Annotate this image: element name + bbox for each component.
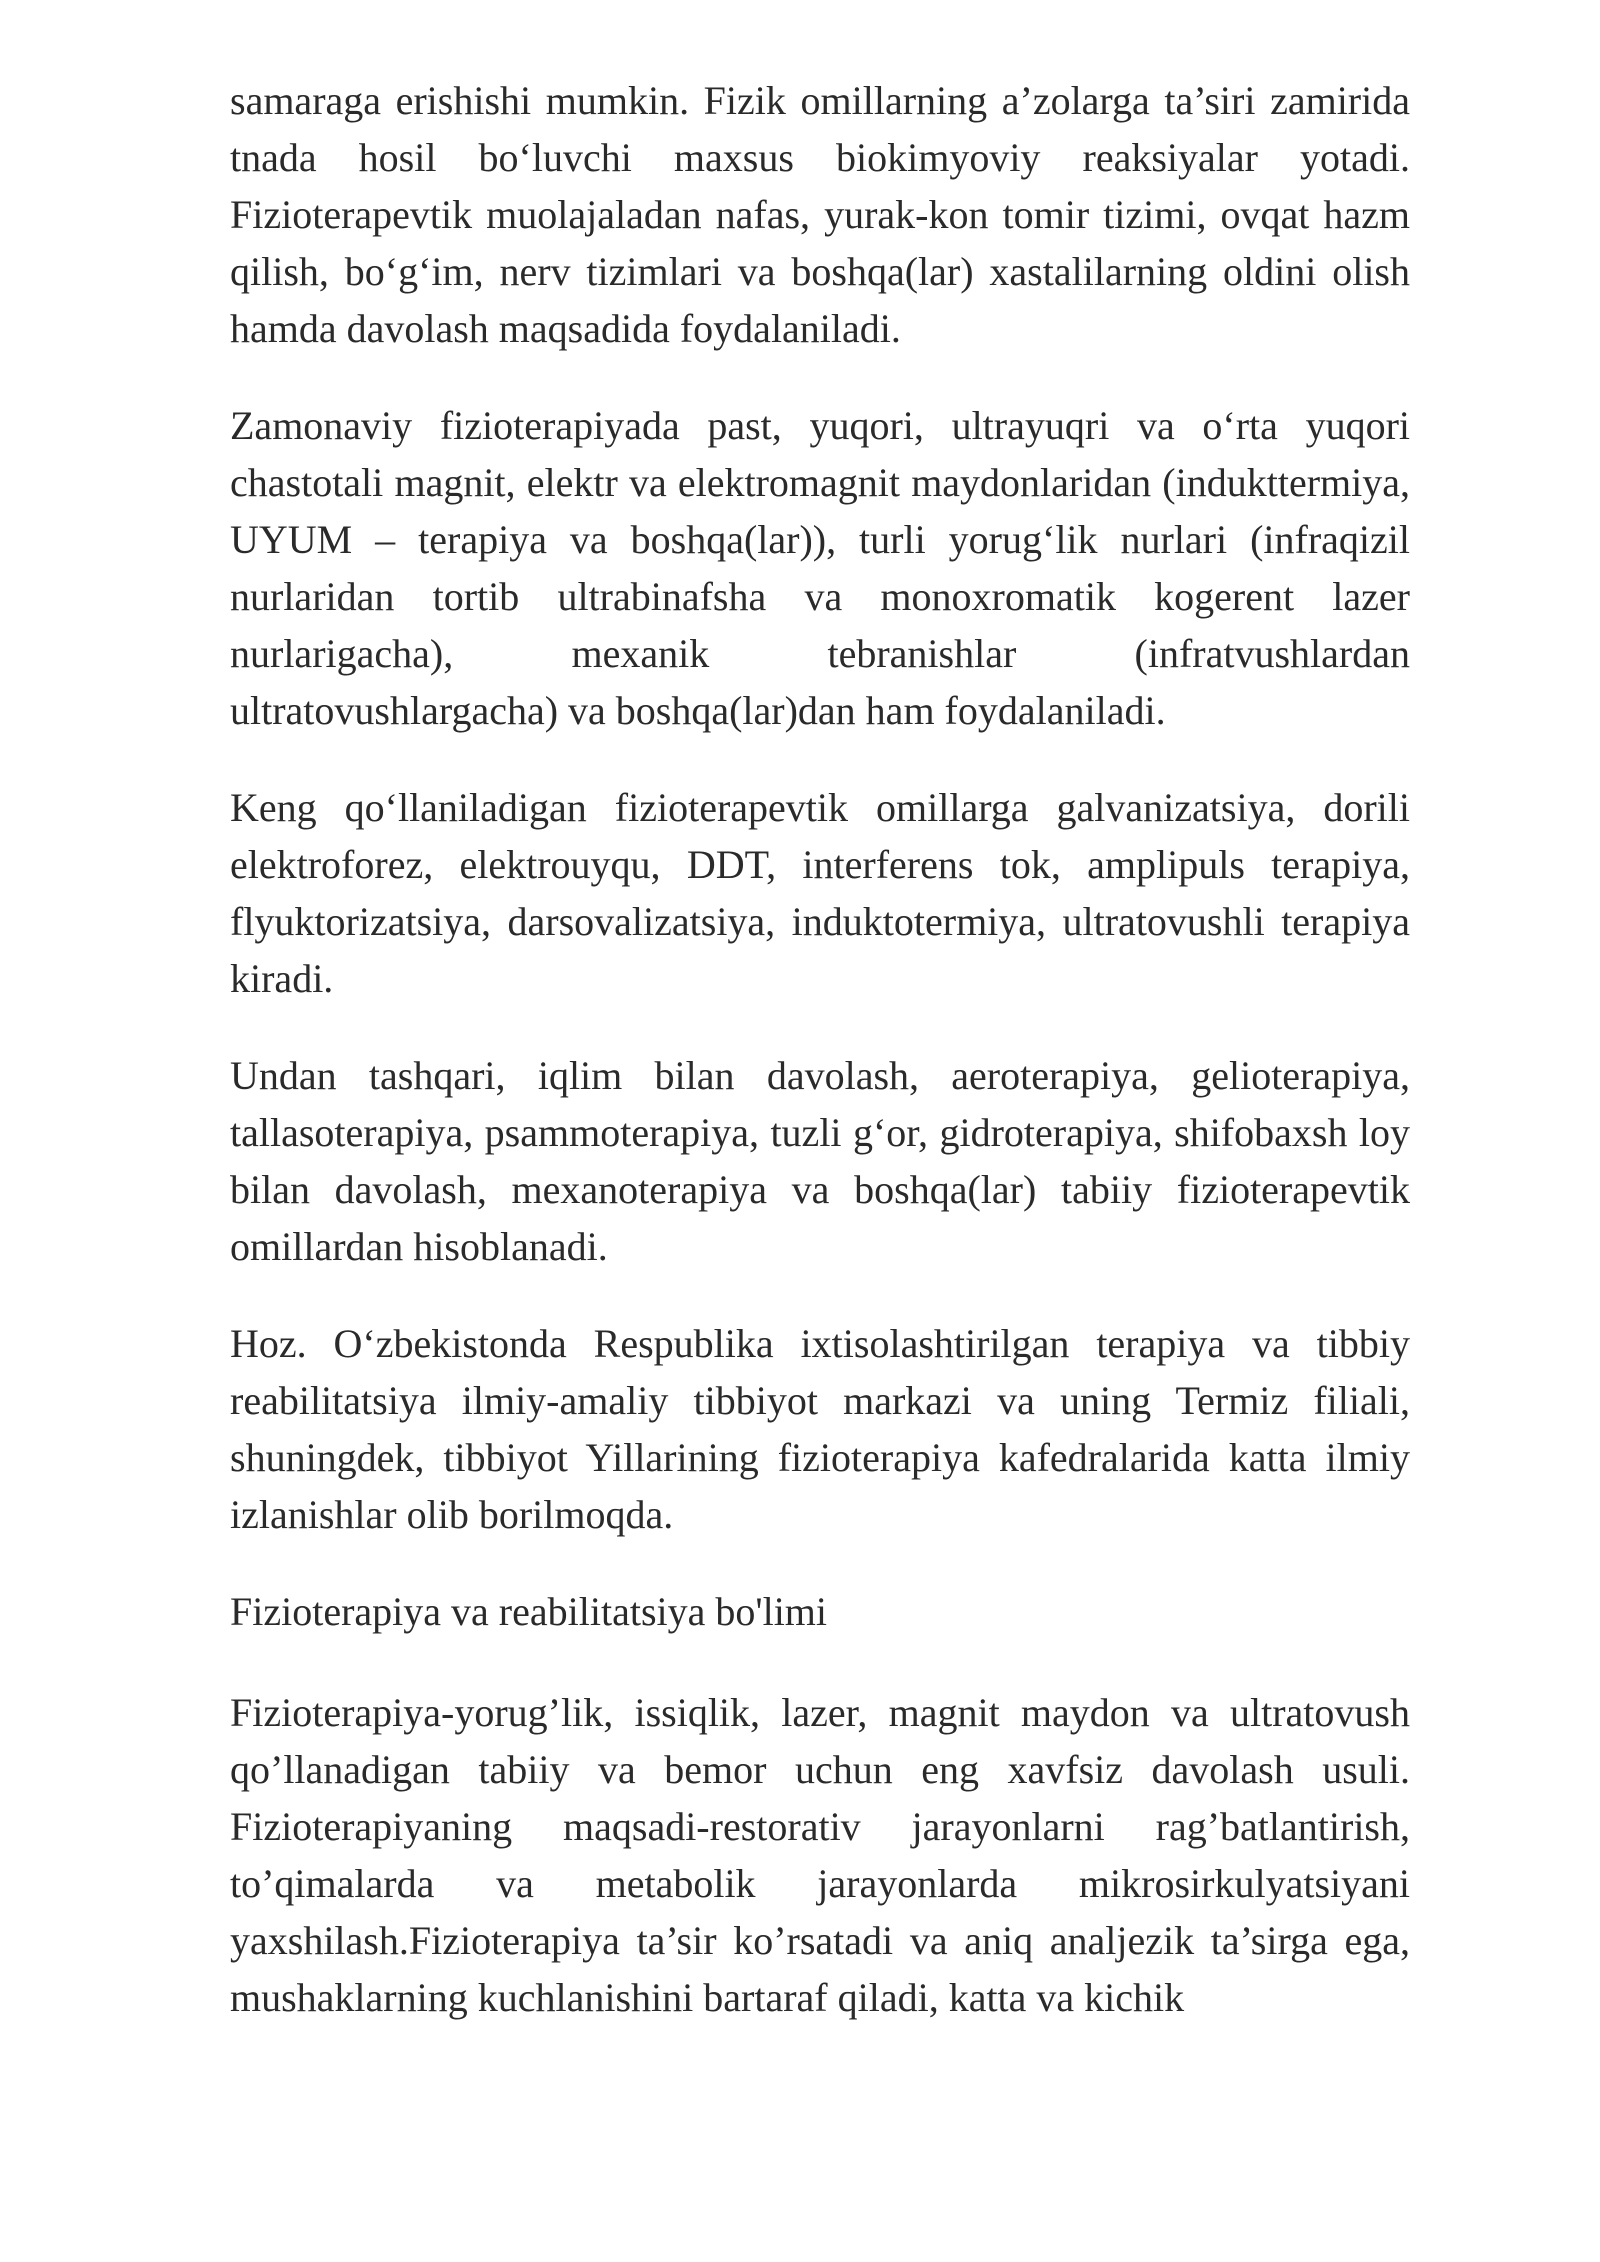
paragraph-common-factors: Keng qo‘llaniladigan fizioterapevtik omillarga galvanizatsiya, dorili elektroforez, elektrouyqu, DDT, interferens tok, amplipuls terapiya, flyuktorizatsiya, darsovalizatsiya, induktotermiya, ultratovushli terapiya kiradi. — [230, 785, 1410, 1001]
paragraph-physiotherapy-definition — [230, 1684, 1410, 2026]
definition-part-2: Fizioterapiyaning maqsadi-restorativ jarayonlarni rag’batlantirish, to’qimalarda va metabolik jarayonlarda mikrosirkulyatsiyani yaxshilash.Fizioterapiya ta’sir ko’rsatadi va aniq analjezik ta’sirga ega, mushaklarning kuchlanishini bartaraf qiladi, katta va kichik — [230, 1804, 1410, 2020]
document-page — [230, 72, 1410, 2026]
paragraph-natural-factors: Undan tashqari, iqlim bilan davolash, aeroterapiya, gelioterapiya, tallasoterapiya, psammoterapiya, tuzli g‘or, gidroterapiya, shifobaxsh loy bilan davolash, mexanoterapiya va boshqa(lar) tabiiy fizioterapevtik omillardan hisoblanadi. — [230, 1053, 1410, 1269]
paragraph-physical-factors: samaraga erishishi mumkin. Fizik omillarning a’zolarga ta’siri zamirida tnada hosil bo‘luvchi maxsus biokimyoviy reaksiyalar yotadi. Fizioterapevtik muolajaladan nafas, yurak-kon tomir tizimi, ovqat hazm qilish, bo‘g‘im, nerv tizimlari va boshqa(lar) xastalilarning oldini olish hamda davolash maqsadida foydalaniladi. — [230, 78, 1410, 351]
definition-part-1: Fizioterapiya-yorug’lik, issiqlik, lazer, magnit maydon va ultratovush qo’llanadigan tabiiy va bemor uchun eng xavfsiz davolash usuli. — [230, 1690, 1410, 1792]
paragraph-modern-physiotherapy: Zamonaviy fizioterapiyada past, yuqori, ultrayuqri va o‘rta yuqori chastotali magnit, elektr va elektromagnit maydonlaridan (indukttermiya, UYUM – terapiya va boshqa(lar)), turli yorug‘lik nurlari (infraqizil nurlaridan tortib ultrabinafsha va monoxromatik kogerent lazer nurlarigacha), mexanik tebranishlar (infratvushlardan ultratovushlargacha) va boshqa(lar)dan ham foydalaniladi. — [230, 403, 1410, 733]
section-heading: Fizioterapiya va reabilitatsiya bo'limi — [230, 1589, 828, 1634]
paragraph-uzbekistan-research: Hoz. O‘zbekistonda Respublika ixtisolashtirilgan terapiya va tibbiy reabilitatsiya ilmiy-amaliy tibbiyot markazi va uning Termiz filiali, shuningdek, tibbiyot Yillarining fizioterapiya kafedralarida katta ilmiy izlanishlar olib borilmoqda. — [230, 1321, 1410, 1537]
